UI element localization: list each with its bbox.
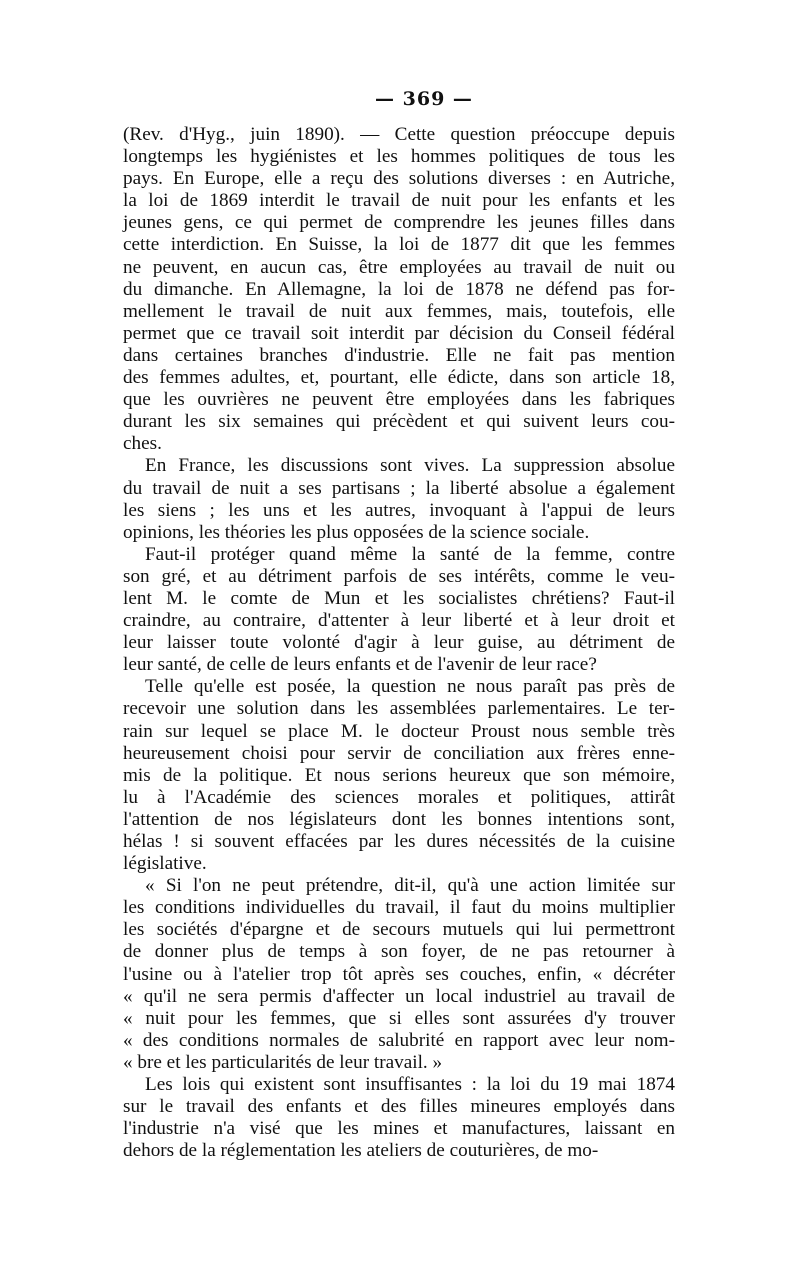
text-line: du dimanche. En Allemagne, la loi de 1878 ne défend pas for- bbox=[123, 278, 675, 300]
text-line: durant les six semaines qui précèdent et qui suivent leurs cou- bbox=[123, 411, 675, 433]
text-line: « qu'il ne sera permis d'affecter un local industriel au travail de bbox=[123, 985, 675, 1007]
text-line: Telle qu'elle est posée, la question ne nous paraît pas près de bbox=[145, 676, 675, 698]
text-line: que les ouvrières ne peuvent être employées dans les fabriques bbox=[123, 389, 675, 411]
text-line: craindre, au contraire, d'attenter à leur liberté et à leur droit et bbox=[123, 610, 675, 632]
text-line: (Rev. d'Hyg., juin 1890). — Cette question préoccupe depuis bbox=[123, 124, 675, 145]
text-line: la loi de 1869 interdit le travail de nuit pour les enfants et les bbox=[123, 190, 675, 212]
text-line: permet que ce travail soit interdit par décision du Conseil fédéral bbox=[123, 322, 675, 344]
body-text bbox=[123, 124, 675, 1162]
text-line: dehors de la réglementation les ateliers de couturières, de mo- bbox=[123, 1140, 599, 1162]
text-line: leur santé, de celle de leurs enfants et de l'avenir de leur race? bbox=[123, 654, 597, 676]
text-line: sur le travail des enfants et des filles mineures employés dans bbox=[123, 1096, 675, 1118]
text-line: « Si l'on ne peut prétendre, dit-il, qu'à une action limitée sur bbox=[145, 875, 675, 897]
text-line: l'usine ou à l'atelier trop tôt après ses couches, enfin, « décréter bbox=[123, 963, 675, 985]
text-line: jeunes gens, ce qui permet de comprendre les jeunes filles dans bbox=[123, 212, 675, 234]
text-line: du travail de nuit a ses partisans ; la liberté absolue a également bbox=[123, 477, 675, 499]
paragraph bbox=[123, 676, 675, 875]
paragraph bbox=[123, 455, 675, 543]
text-line: pays. En Europe, elle a reçu des solutions diverses : en Autriche, bbox=[123, 168, 675, 190]
text-line: opinions, les théories les plus opposées de la science sociale. bbox=[123, 521, 590, 543]
text-line: « des conditions normales de salubrité en rapport avec leur nom- bbox=[123, 1029, 675, 1051]
text-line: heureusement choisi pour servir de conciliation aux frères enne- bbox=[123, 742, 675, 764]
text-line: Les lois qui existent sont insuffisantes : la loi du 19 mai 1874 bbox=[145, 1074, 675, 1096]
text-line: son gré, et au détriment parfois de ses intérêts, comme le veu- bbox=[123, 565, 675, 587]
text-line: Faut-il protéger quand même la santé de la femme, contre bbox=[145, 543, 675, 565]
text-line: hélas ! si souvent effacées par les dures nécessités de la cuisine bbox=[123, 831, 675, 852]
text-line: « nuit pour les femmes, que si elles sont assurées d'y trouver bbox=[123, 1007, 675, 1029]
text-line: ches. bbox=[123, 433, 162, 455]
text-line: lent M. le comte de Mun et les socialistes chrétiens? Faut-il bbox=[123, 587, 675, 609]
text-line: lu à l'Académie des sciences morales et politiques, attirât bbox=[123, 786, 675, 808]
text-line: ne peuvent, en aucun cas, être employées au travail de nuit ou bbox=[123, 256, 675, 278]
text-line: des femmes adultes, et, pourtant, elle édicte, dans son article 18, bbox=[123, 367, 675, 389]
book-page bbox=[123, 88, 675, 1162]
text-line: mellement le travail de nuit aux femmes, mais, toutefois, elle bbox=[123, 300, 675, 322]
paragraph bbox=[123, 875, 675, 1074]
text-line: longtemps les hygiénistes et les hommes politiques de tous les bbox=[123, 146, 675, 168]
text-line: les sociétés d'épargne et de secours mutuels qui lui permettront bbox=[123, 919, 675, 941]
text-line: l'attention de nos législateurs dont les bonnes intentions sont, bbox=[123, 808, 675, 830]
text-line: recevoir une solution dans les assemblées parlementaires. Le ter- bbox=[123, 698, 675, 720]
text-line: les siens ; les uns et les autres, invoquant à l'appui de leurs bbox=[123, 499, 675, 521]
text-line: leur laisser toute volonté d'agir à leur guise, au détriment de bbox=[123, 632, 675, 654]
text-line: dans certaines branches d'industrie. Elle ne fait pas mention bbox=[123, 344, 675, 366]
paragraph bbox=[123, 1074, 675, 1162]
page-number: — 369 — bbox=[375, 88, 473, 110]
paragraph bbox=[123, 124, 675, 455]
text-line: de donner plus de temps à son foyer, de ne pas retourner à bbox=[123, 941, 675, 963]
text-line: mis de la politique. Et nous serions heureux que son mémoire, bbox=[123, 764, 675, 786]
text-line: En France, les discussions sont vives. La suppression absolue bbox=[145, 455, 675, 477]
text-line: législative. bbox=[123, 853, 207, 875]
text-line: l'industrie n'a visé que les mines et manufactures, laissant en bbox=[123, 1118, 675, 1140]
text-line: « bre et les particularités de leur travail. » bbox=[123, 1051, 443, 1073]
text-line: les conditions individuelles du travail, il faut du moins multiplier bbox=[123, 897, 675, 919]
paragraph bbox=[123, 544, 675, 677]
text-line: cette interdiction. En Suisse, la loi de 1877 dit que les femmes bbox=[123, 234, 675, 256]
text-line: rain sur lequel se place M. le docteur Proust nous semble très bbox=[123, 720, 675, 742]
